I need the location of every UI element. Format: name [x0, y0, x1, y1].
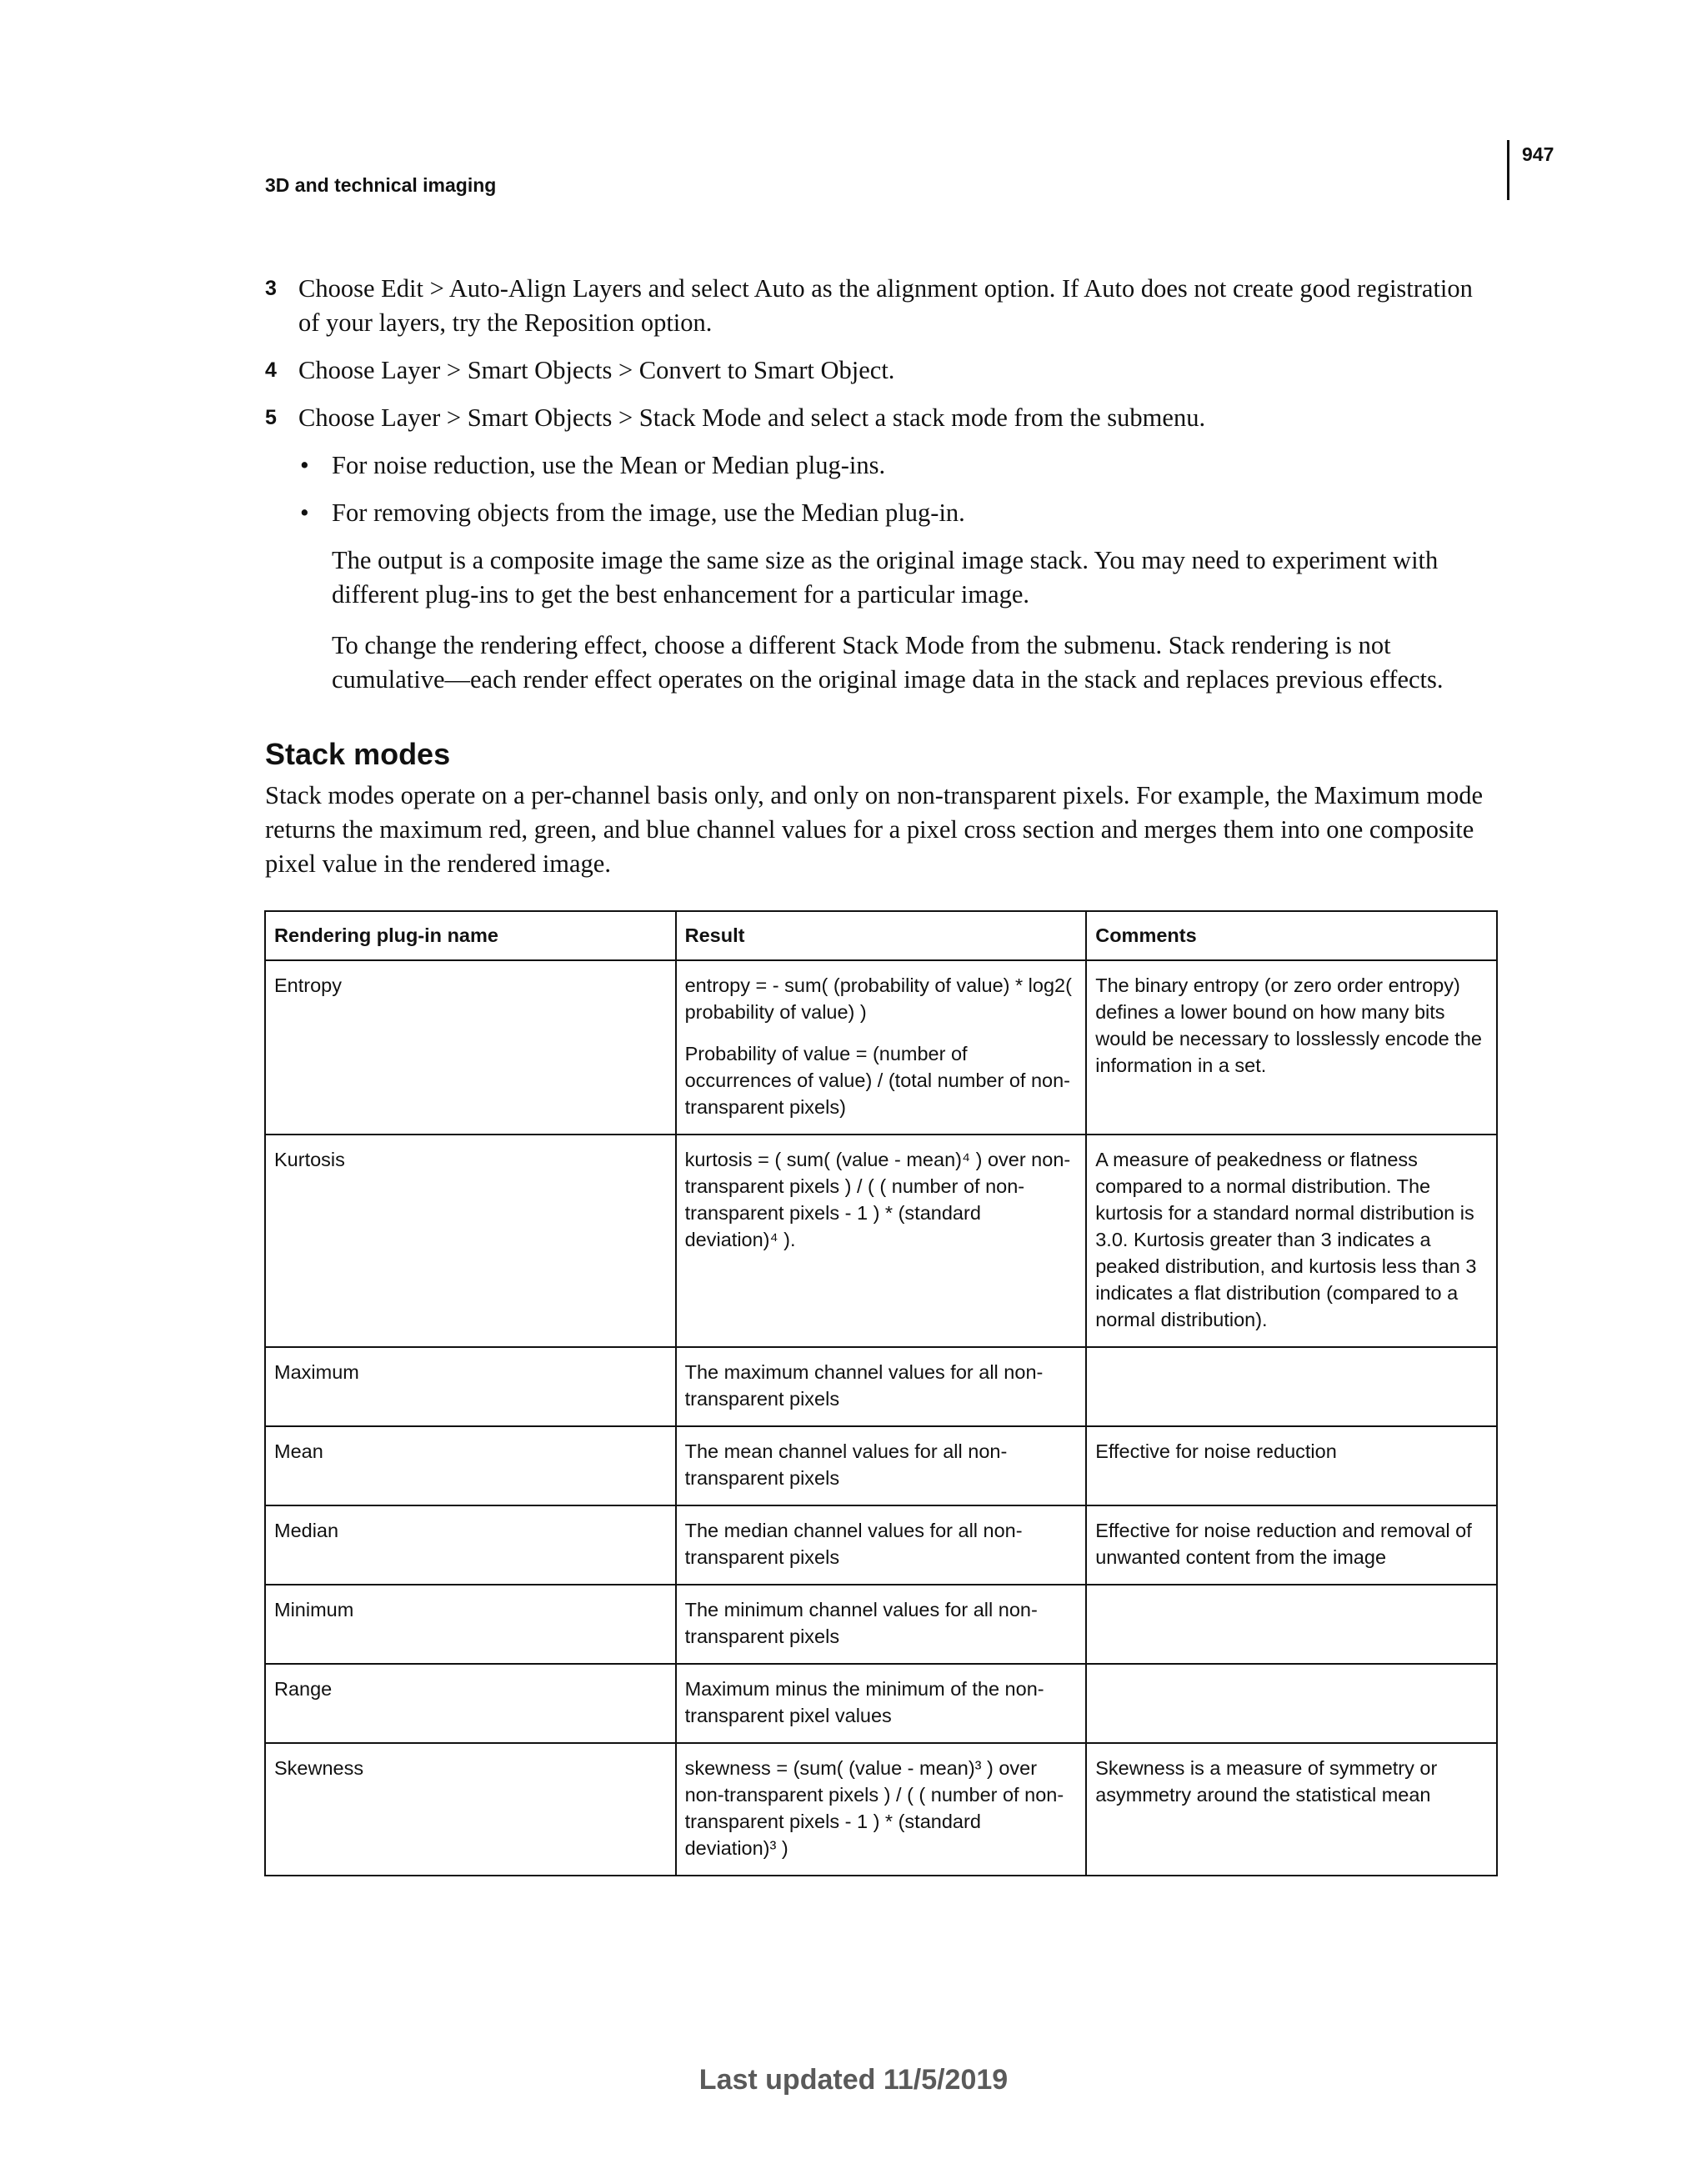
column-header-name: Rendering plug-in name: [265, 911, 676, 960]
output-paragraph: The output is a composite image the same size as the original image stack. You may need to experiment with different plug-ins to get the best enhancement for a particular image.: [332, 546, 1439, 609]
bullet-text: For removing objects from the image, use the Median plug-in.: [332, 498, 965, 527]
cell-result: Maximum minus the minimum of the non-transparent pixel values: [676, 1664, 1087, 1743]
cell-result: The maximum channel values for all non-transparent pixels: [676, 1347, 1087, 1426]
step-text: Choose Layer > Smart Objects > Convert to Smart Object.: [298, 356, 895, 384]
cell-name: Skewness: [265, 1743, 676, 1876]
table-header-row: [265, 911, 1497, 960]
bullet-item: [265, 496, 1499, 530]
table-row: [265, 1347, 1497, 1426]
cell-comments: The binary entropy (or zero order entropy) defines a lower bound on how many bits would be necessary to losslessly encode the information in a set.: [1086, 960, 1497, 1135]
column-header-comments: Comments: [1086, 911, 1497, 960]
cell-name: Maximum: [265, 1347, 676, 1426]
cell-comments: [1086, 1585, 1497, 1664]
cell-result: kurtosis = ( sum( (value - mean)⁴ ) over non-transparent pixels ) / ( ( number of non-transparent pixels - 1 ) * (standard deviation)⁴ ).: [676, 1135, 1087, 1347]
bullet-text: For noise reduction, use the Mean or Median plug-ins.: [332, 451, 886, 479]
running-head: 3D and technical imaging: [265, 174, 497, 196]
step-4: [265, 353, 1499, 388]
step-number: 4: [265, 358, 277, 382]
cell-result: The minimum channel values for all non-transparent pixels: [676, 1585, 1087, 1664]
page-number: 947: [1522, 143, 1554, 165]
step-text: Choose Layer > Smart Objects > Stack Mode and select a stack mode from the submenu.: [298, 403, 1206, 432]
table-row: [265, 1664, 1497, 1743]
cell-result: skewness = (sum( (value - mean)³ ) over non-transparent pixels ) / ( ( number of non-transparent pixels - 1 ) * (standard deviation)³ ): [676, 1743, 1087, 1876]
table-row: [265, 960, 1497, 1135]
cell-result: [676, 960, 1087, 1135]
cell-name: Median: [265, 1505, 676, 1585]
table-row: [265, 1743, 1497, 1876]
cell-result-formula: entropy = - sum( (probability of value) * log2( probability of value) ): [684, 974, 1072, 1023]
column-header-result: Result: [676, 911, 1087, 960]
cell-comments: Effective for noise reduction and removal of unwanted content from the image: [1086, 1505, 1497, 1585]
table-row: [265, 1426, 1497, 1505]
table-row: [265, 1585, 1497, 1664]
cell-name: Minimum: [265, 1585, 676, 1664]
table-row: [265, 1505, 1497, 1585]
cell-comments: [1086, 1347, 1497, 1426]
page-number-rule: [1507, 140, 1509, 200]
cell-comments: A measure of peakedness or flatness compared to a normal distribution. The kurtosis for a standard normal distribution is 3.0. Kurtosis greater than 3 indicates a peaked distribution, and kurtosis less than 3 indicates a flat distribution (compared to a normal distribution).: [1086, 1135, 1497, 1347]
table-row: [265, 1135, 1497, 1347]
cell-name: Mean: [265, 1426, 676, 1505]
step-text: Choose Edit > Auto-Align Layers and select Auto as the alignment option. If Auto does not create good registration of your layers, try the Reposition option.: [298, 274, 1473, 337]
bullet-item: [265, 448, 1499, 483]
last-updated-footer: Last updated 11/5/2019: [698, 2064, 1009, 2096]
step-number: 3: [265, 277, 277, 300]
bullet-icon: •: [300, 498, 309, 527]
cell-comments: [1086, 1664, 1497, 1743]
cell-result: The median channel values for all non-transparent pixels: [676, 1505, 1087, 1585]
cell-comments: Skewness is a measure of symmetry or asymmetry around the statistical mean: [1086, 1743, 1497, 1876]
rendering-effect-paragraph: To change the rendering effect, choose a different Stack Mode from the submenu. Stack rendering is not cumulative—each render effect operates on the original image data in the stack and replaces previous effects.: [332, 631, 1444, 694]
cell-name: Kurtosis: [265, 1135, 676, 1347]
cell-result-definition: Probability of value = (number of occurrences of value) / (total number of non-transparent pixels): [684, 1043, 1071, 1118]
stack-modes-table: [264, 910, 1498, 1876]
section-intro: Stack modes operate on a per-channel basis only, and only on non-transparent pixels. For example, the Maximum mode returns the maximum red, green, and blue channel values for a pixel cross section and merges them into one composite pixel value in the rendered image.: [265, 781, 1484, 878]
step-3: [265, 272, 1499, 340]
bullet-icon: •: [300, 451, 309, 479]
step-number: 5: [265, 406, 277, 429]
section-heading: Stack modes: [265, 737, 451, 771]
step-5: [265, 401, 1499, 435]
cell-result: The mean channel values for all non-transparent pixels: [676, 1426, 1087, 1505]
procedure-steps: [265, 272, 1499, 714]
cell-comments: Effective for noise reduction: [1086, 1426, 1497, 1505]
cell-name: Range: [265, 1664, 676, 1743]
cell-name: Entropy: [265, 960, 676, 1135]
